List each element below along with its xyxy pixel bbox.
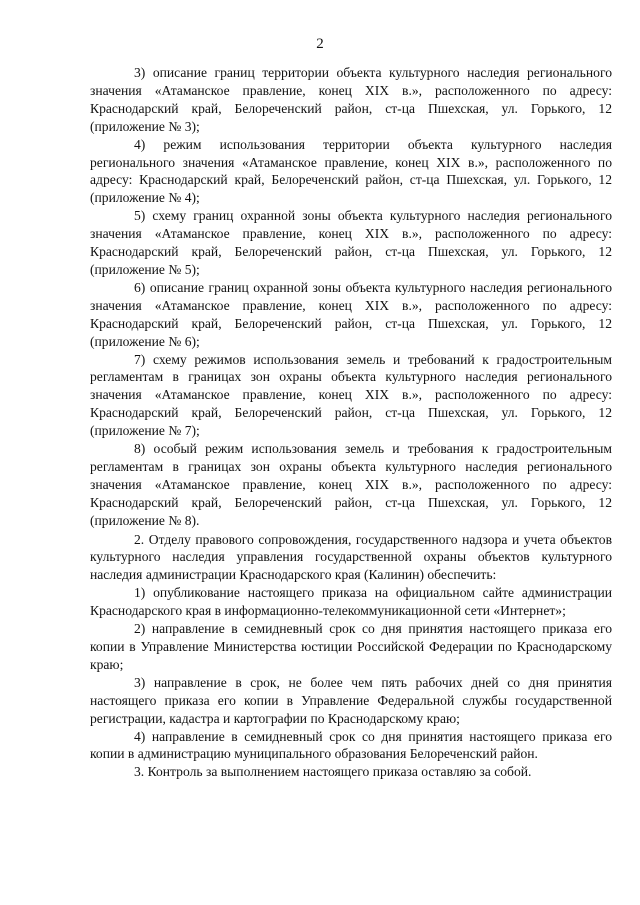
- document-body: [90, 64, 612, 781]
- paragraph-subitem-1: 1) опубликование настоящего приказа на официальном сайте администрации Краснодарского края в информационно-телекоммуникационной сети «Интернет»;: [90, 585, 612, 619]
- paragraph-section-3: 3. Контроль за выполнением настоящего приказа оставляю за собой.: [134, 764, 532, 780]
- paragraph-item-4: 4) режим использования территории объекта культурного наследия регионального значения «Атаманское правление, конец XIX в.», расположенного по адресу: Краснодарский край, Белореченский район, ст-ца Пшехская, ул. Горького, 12 (приложение № 4);: [90, 136, 612, 206]
- paragraph-subitem-2: 2) направление в семидневный срок со дня принятия настоящего приказа его копии в Управление Министерства юстиции Российской Федерации по Краснодарскому краю;: [90, 621, 612, 672]
- paragraph-item-5: 5) схему границ охранной зоны объекта культурного наследия регионального значения «Атаманское правление, конец XIX в.», расположенного по адресу: Краснодарский край, Белореченский район, ст-ца Пшехская, ул. Горького, 12 (приложение № 5);: [90, 208, 612, 277]
- paragraph-item-3: 3) описание границ территории объекта культурного наследия регионального значения «Атаманское правление, конец XIX в.», расположенного по адресу: Краснодарский край, Белореченский район, ст-ца Пшехская, ул. Горького, 12 (приложение № 3);: [90, 65, 612, 134]
- paragraph-item-6: 6) описание границ охранной зоны объекта культурного наследия регионального значения «Атаманское правление, конец XIX в.», расположенного по адресу: Краснодарский край, Белореченский район, ст-ца Пшехская, ул. Горького, 12 (приложение № 6);: [90, 279, 612, 349]
- paragraph-section-2: 2. Отделу правового сопровождения, государственного надзора и учета объектов культурного наследия управления государственной охраны объектов культурного наследия администрации Краснодарского края (Калинин) обеспечить:: [90, 531, 612, 583]
- paragraph-item-7: 7) схему режимов использования земель и требований к градостроительным регламентам в границах зон охраны объекта культурного наследия регионального значения «Атаманское правление, конец XIX в.», расположенного по адресу: Краснодарский край, Белореченский район, ст-ца Пшехская, ул. Горького, 12 (приложение № 7);: [90, 351, 612, 439]
- page-number: 2: [316, 36, 324, 52]
- paragraph-subitem-3: 3) направление в срок, не более чем пять рабочих дней со дня принятия настоящего приказа его копии в Управление Федеральной службы государственной регистрации, кадастра и картографии по Краснодарскому краю;: [90, 674, 612, 726]
- paragraph-subitem-4: 4) направление в семидневный срок со дня принятия настоящего приказа его копии в администрацию муниципального образования Белореченский район.: [90, 728, 612, 762]
- paragraph-item-8: 8) особый режим использования земель и требования к градостроительным регламентам в границах зон охраны объекта культурного наследия регионального значения «Атаманское правление, конец XIX в.», расположенного по адресу: Краснодарский край, Белореченский район, ст-ца Пшехская, ул. Горького, 12 (приложение № 8).: [90, 441, 612, 528]
